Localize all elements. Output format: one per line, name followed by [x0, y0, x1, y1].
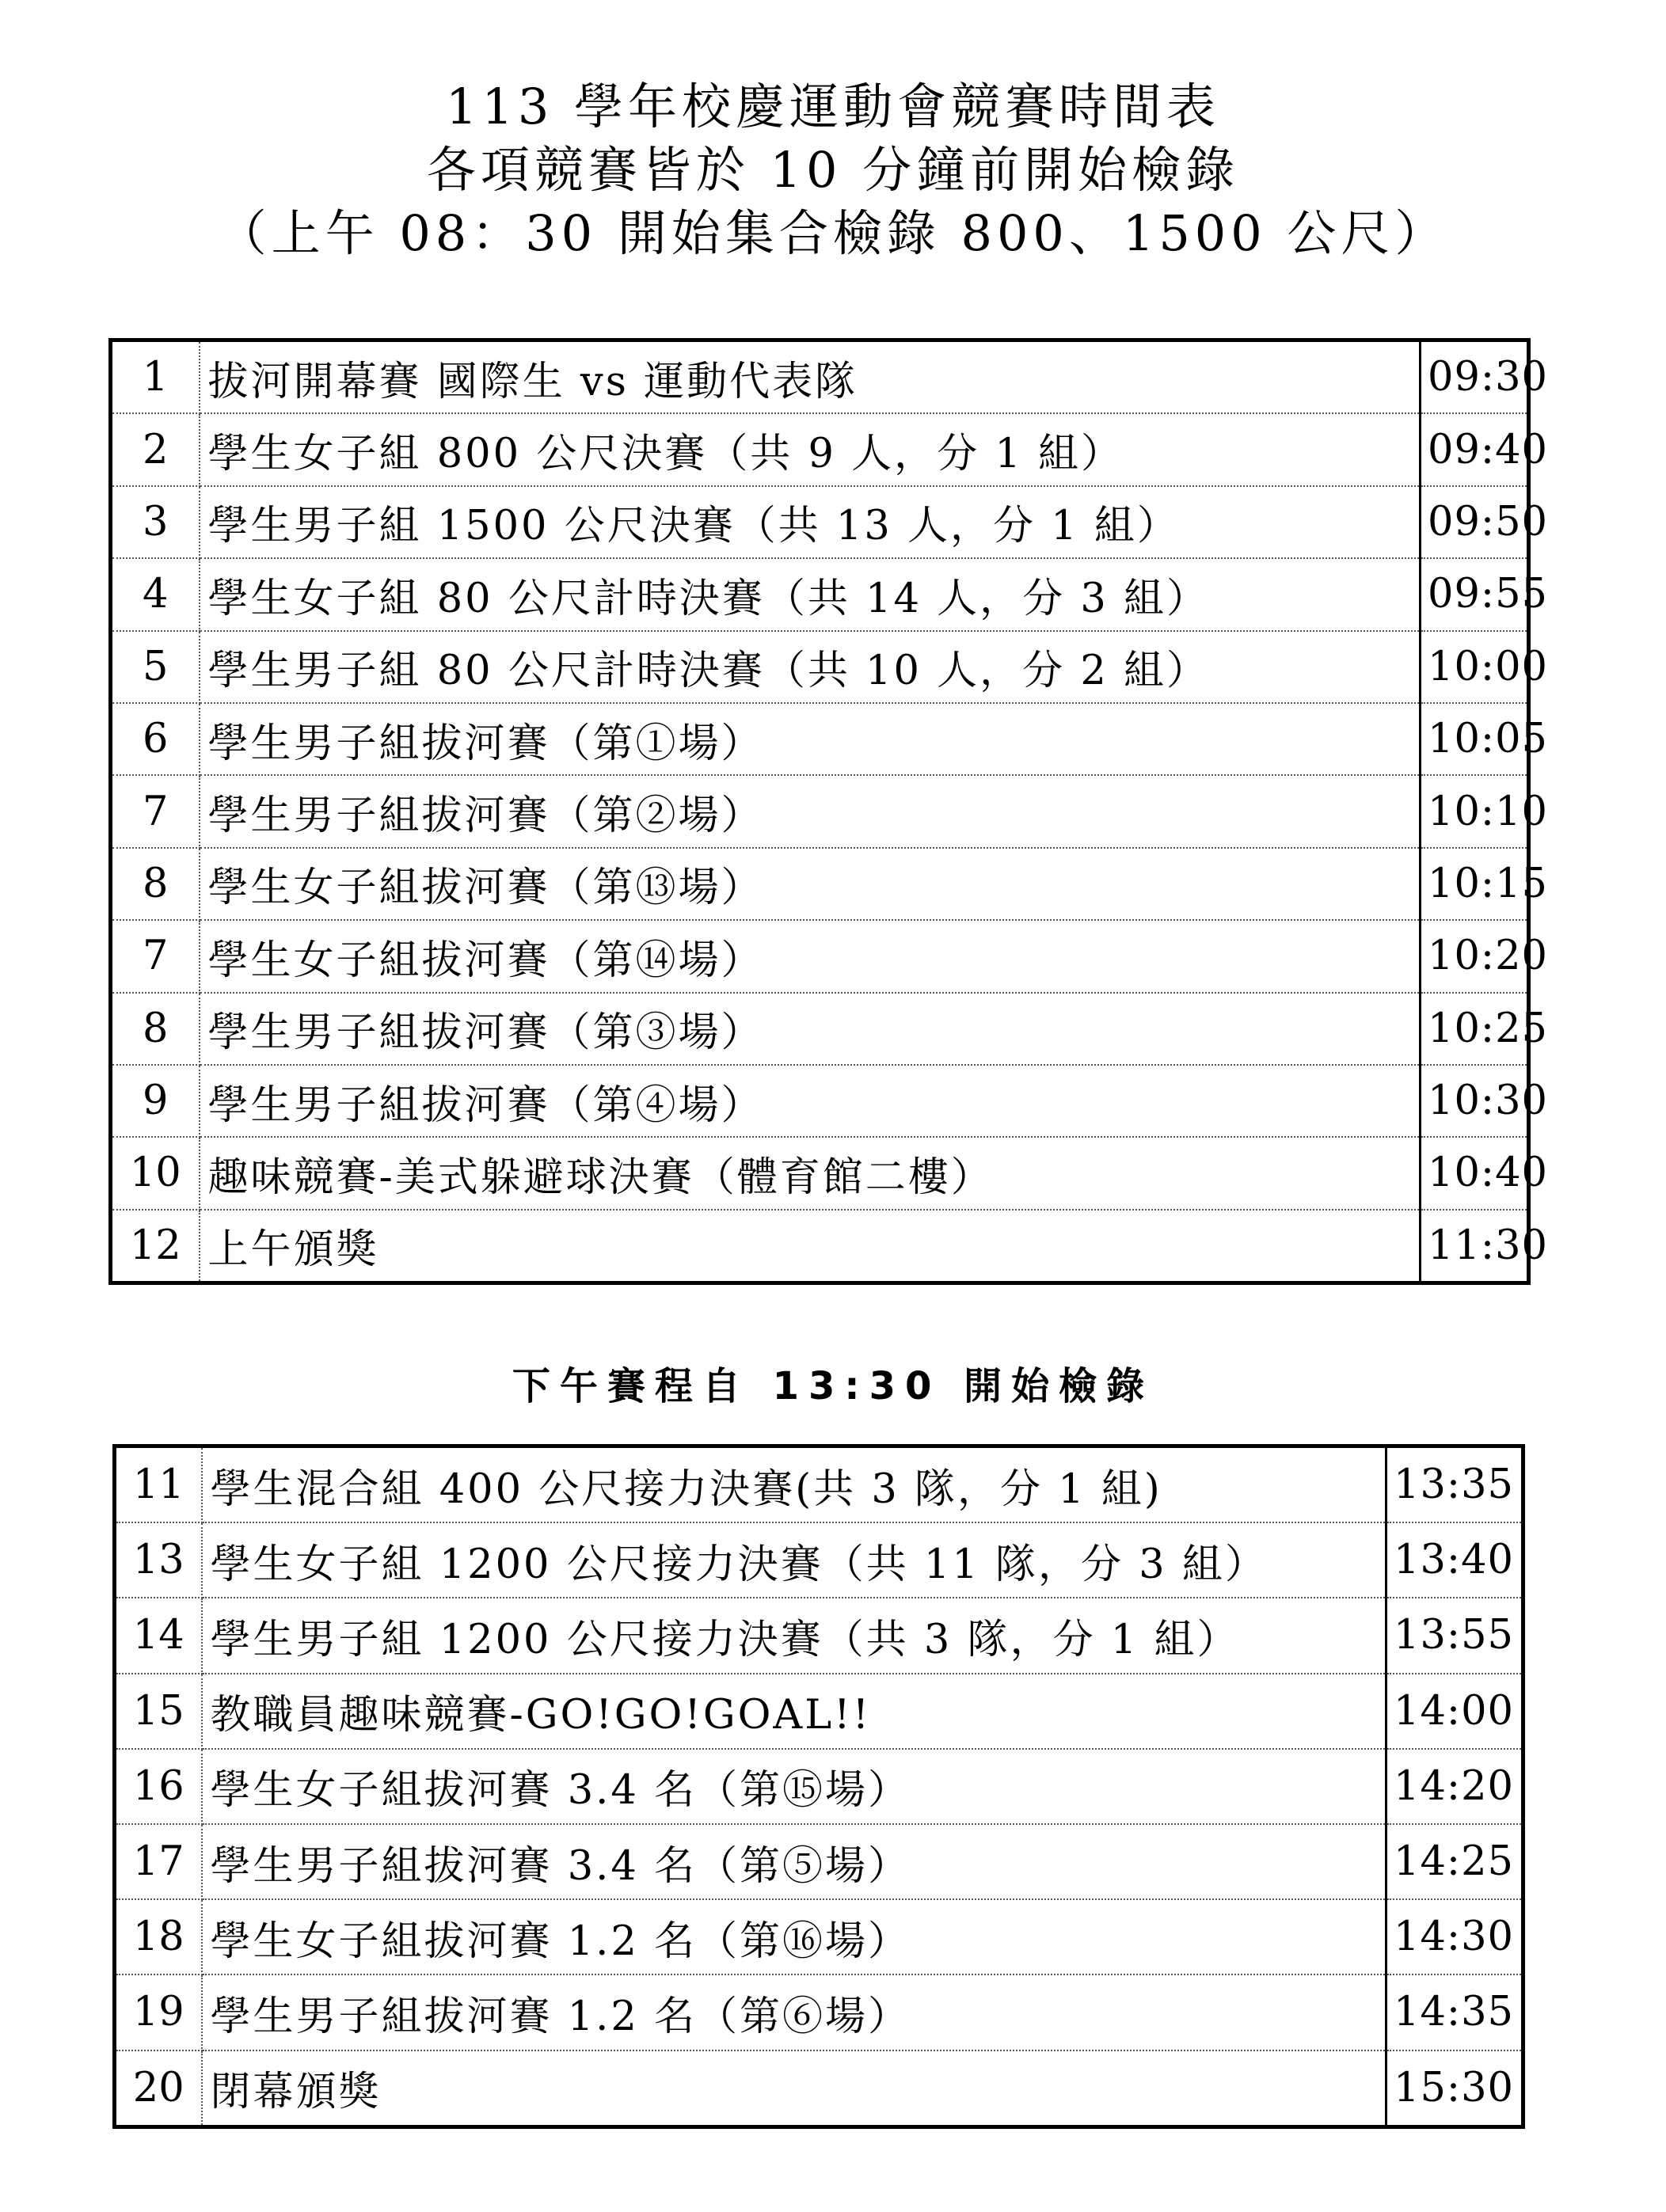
schedule-row: [115, 1598, 1523, 1673]
schedule-row: [111, 631, 1529, 703]
schedule-row: [111, 1065, 1529, 1137]
event-name: 學生男子組 80 公尺計時決賽（共 10 人，分 2 組）: [200, 631, 1421, 703]
schedule-row: [111, 703, 1529, 775]
start-time: 10:10: [1421, 775, 1529, 847]
schedule-row: [111, 1137, 1529, 1209]
row-number: 18: [115, 1899, 202, 1974]
start-time: 10:05: [1421, 703, 1529, 775]
row-number: 7: [111, 920, 200, 992]
event-name: 學生男子組拔河賽（第④場）: [200, 1065, 1421, 1137]
title-line-3: （上午 08：30 開始集合檢錄 800、1500 公尺）: [217, 204, 1449, 262]
event-name: 拔河開幕賽 國際生 vs 運動代表隊: [200, 340, 1421, 414]
start-time: 09:55: [1421, 558, 1529, 630]
morning-schedule-table: [108, 338, 1548, 1285]
row-number: 20: [115, 2050, 202, 2127]
event-name: 學生男子組拔河賽（第②場）: [200, 775, 1421, 847]
event-name: 學生女子組拔河賽（第⑭場）: [200, 920, 1421, 992]
schedule-row: [111, 775, 1529, 847]
afternoon-schedule-table: [112, 1444, 1525, 2129]
schedule-row: [111, 340, 1529, 414]
document-title: [0, 75, 1666, 265]
event-name: 閉幕頒獎: [202, 2050, 1386, 2127]
title-line-1: 113 學年校慶運動會競賽時間表: [445, 78, 1221, 135]
schedule-row: [111, 848, 1529, 920]
start-time: 10:20: [1421, 920, 1529, 992]
row-number: 4: [111, 558, 200, 630]
event-name: 學生男子組 1500 公尺決賽（共 13 人，分 1 組）: [200, 486, 1421, 558]
start-time: 13:40: [1386, 1522, 1523, 1598]
event-name: 學生女子組 800 公尺決賽（共 9 人，分 1 組）: [200, 413, 1421, 485]
row-number: 11: [115, 1446, 202, 1523]
start-time: 09:30: [1421, 340, 1529, 414]
row-number: 2: [111, 413, 200, 485]
row-number: 8: [111, 848, 200, 920]
row-number: 12: [111, 1210, 200, 1283]
start-time: 14:30: [1386, 1899, 1523, 1974]
title-line-2: 各項競賽皆於 10 分鐘前開始檢錄: [426, 141, 1240, 199]
start-time: 09:40: [1421, 413, 1529, 485]
event-name: 學生女子組拔河賽 1.2 名（第⑯場）: [202, 1899, 1386, 1974]
event-name: 學生男子組拔河賽（第③場）: [200, 993, 1421, 1065]
schedule-row: [111, 993, 1529, 1065]
start-time: 15:30: [1394, 2064, 1514, 2111]
schedule-row: [115, 1974, 1523, 2050]
event-name: 學生女子組 80 公尺計時決賽（共 14 人，分 3 組）: [200, 558, 1421, 630]
event-name: 學生男子組拔河賽 3.4 名（第⑤場）: [202, 1824, 1386, 1899]
event-name: 上午頒獎: [200, 1210, 1421, 1283]
row-number: 14: [115, 1598, 202, 1673]
event-name: 學生女子組拔河賽 3.4 名（第⑮場）: [202, 1749, 1386, 1824]
row-number: 10: [111, 1137, 200, 1209]
row-number: 16: [115, 1749, 202, 1824]
schedule-row: [115, 1522, 1523, 1598]
event-name: 學生男子組拔河賽（第①場）: [200, 703, 1421, 775]
row-number: 19: [115, 1974, 202, 2050]
afternoon-heading: 下午賽程自 13:30 開始檢錄: [512, 1364, 1154, 1408]
schedule-row: [115, 1674, 1523, 1749]
event-name: 趣味競賽-美式躲避球決賽（體育館二樓）: [200, 1137, 1421, 1209]
schedule-row: [115, 1899, 1523, 1974]
start-time: 14:35: [1386, 1974, 1523, 2050]
row-number: 9: [111, 1065, 200, 1137]
start-time: 13:35: [1386, 1446, 1523, 1523]
row-number: 3: [111, 486, 200, 558]
row-number: 17: [115, 1824, 202, 1899]
schedule-row: [115, 2050, 1523, 2127]
row-number: 8: [111, 993, 200, 1065]
start-time: 10:40: [1421, 1137, 1529, 1209]
event-name: 學生女子組 1200 公尺接力決賽（共 11 隊，分 3 組）: [202, 1522, 1386, 1598]
schedule-row: [111, 558, 1529, 630]
start-time: 11:30: [1428, 1222, 1548, 1269]
schedule-row: [111, 413, 1529, 485]
event-name: 學生男子組 1200 公尺接力決賽（共 3 隊，分 1 組）: [202, 1598, 1386, 1673]
schedule-row: [111, 1210, 1529, 1283]
schedule-row: [115, 1446, 1523, 1523]
schedule-row: [111, 920, 1529, 992]
row-number: 13: [115, 1522, 202, 1598]
start-time: 14:00: [1386, 1674, 1523, 1749]
row-number: 1: [111, 340, 200, 414]
start-time: 14:25: [1386, 1824, 1523, 1899]
start-time: 10:15: [1421, 848, 1529, 920]
event-name: 學生女子組拔河賽（第⑬場）: [200, 848, 1421, 920]
event-name: 學生混合組 400 公尺接力決賽(共 3 隊，分 1 組): [202, 1446, 1386, 1523]
schedule-row: [111, 486, 1529, 558]
start-time: 14:20: [1386, 1749, 1523, 1824]
row-number: 6: [111, 703, 200, 775]
start-time: 10:00: [1421, 631, 1529, 703]
schedule-row: [115, 1749, 1523, 1824]
start-time: 10:30: [1421, 1065, 1529, 1137]
start-time: 09:50: [1421, 486, 1529, 558]
row-number: 15: [115, 1674, 202, 1749]
start-time: 13:55: [1386, 1598, 1523, 1673]
row-number: 7: [111, 775, 200, 847]
start-time: 10:25: [1421, 993, 1529, 1065]
event-name: 學生男子組拔河賽 1.2 名（第⑥場）: [202, 1974, 1386, 2050]
row-number: 5: [111, 631, 200, 703]
event-name: 教職員趣味競賽-GO!GO!GOAL!!: [202, 1674, 1386, 1749]
schedule-row: [115, 1824, 1523, 1899]
